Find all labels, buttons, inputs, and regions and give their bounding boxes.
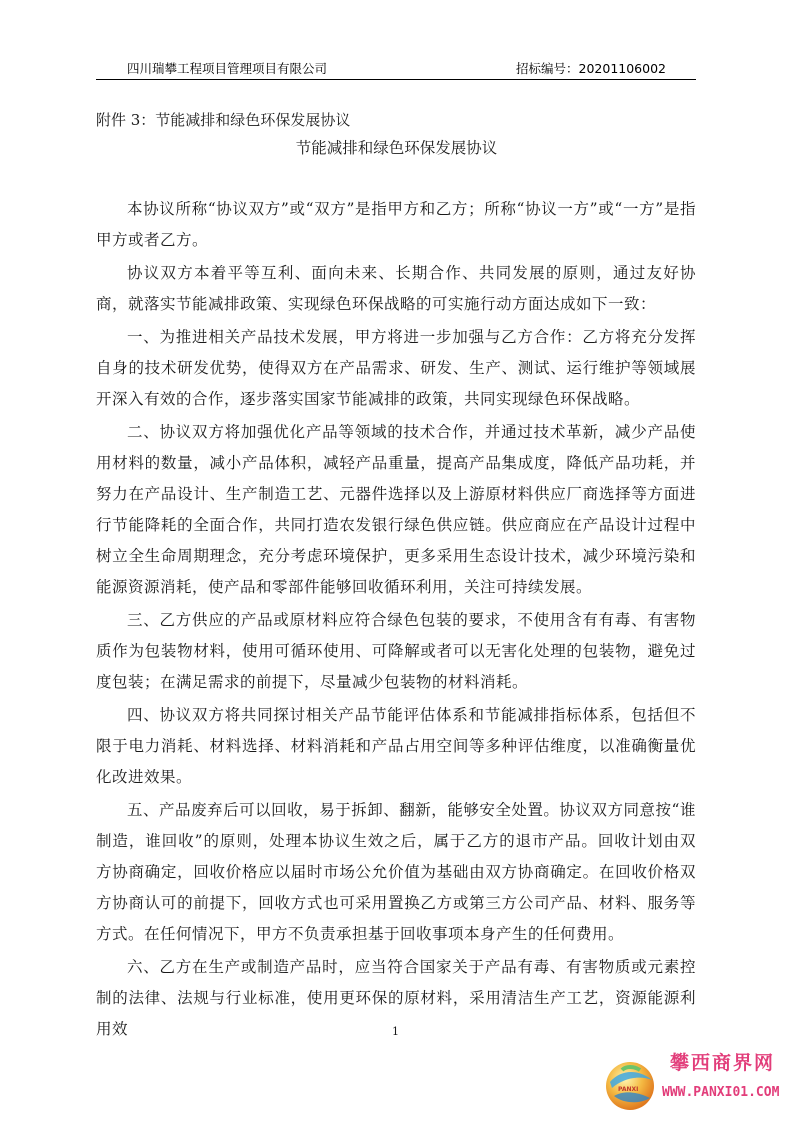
site-watermark: [600, 1040, 793, 1122]
watermark-url: WWW.PANXI01.COM: [662, 1085, 780, 1100]
page-header: [96, 57, 696, 80]
company-name: 四川瑞攀工程项目管理项目有限公司: [127, 61, 328, 76]
paragraph: 协议双方本着平等互利、面向未来、长期合作、共同发展的原则，通过友好协商，就落实节能减排政策、实现绿色环保战略的可实施行动方面达成如下一致：: [96, 264, 696, 313]
svg-text:PANXI: PANXI: [618, 1086, 639, 1093]
paragraph: 本协议所称“协议双方”或“双方”是指甲方和乙方；所称“协议一方”或“一方”是指甲方或者乙方。: [96, 200, 696, 249]
paragraph: 六、乙方在生产或制造产品时，应当符合国家关于产品有毒、有害物质或元素控制的法律、法规与行业标准，使用更环保的原材料，采用清洁生产工艺，资源能源利用效: [96, 958, 696, 1038]
bid-number: 招标编号：20201106002: [516, 61, 666, 76]
watermark-site-name: 攀西商界网: [670, 1052, 776, 1074]
paragraph: 二、协议双方将加强优化产品等领域的技术合作，并通过技术革新，减少产品使用材料的数量，减小产品体积，减轻产品重量，提高产品集成度，降低产品功耗，并努力在产品设计、生产制造工艺、元器件选择以及上游原材料供应厂商选择等方面进行节能降耗的全面合作，共同打造农发银行绿色供应链。供应商应在产品设计过程中树立全生命周期理念，充分考虑环境保护，更多采用生态设计技术，减少环境污染和能源资源消耗，使产品和零部件能够回收循环利用，关注可持续发展。: [96, 423, 696, 596]
page-number: 1: [392, 1025, 399, 1038]
document-title: 节能减排和绿色环保发展协议: [295, 139, 498, 157]
paragraph: 五、产品废弃后可以回收，易于拆卸、翻新，能够安全处置。协议双方同意按“谁制造，谁回收”的原则，处理本协议生效之后，属于乙方的退市产品。回收计划由双方协商确定，回收价格应以届时市场公允价值为基础由双方协商确定。在回收价格双方协商认可的前提下，回收方式也可采用置换乙方或第三方公司产品、材料、服务等方式。在任何情况下，甲方不负责承担基于回收事项本身产生的任何费用。: [96, 801, 696, 943]
globe-logo-icon: [600, 1040, 670, 1120]
paragraph: 一、为推进相关产品技术发展，甲方将进一步加强与乙方合作：乙方将充分发挥自身的技术研发优势，使得双方在产品需求、研发、生产、测试、运行维护等领域展开深入有效的合作，逐步落实国家节能减排的政策，共同实现绿色环保战略。: [96, 328, 696, 408]
attachment-title: 附件 3：节能减排和绿色环保发展协议: [96, 111, 351, 129]
paragraph: 四、协议双方将共同探讨相关产品节能评估体系和节能减排指标体系，包括但不限于电力消耗、材料选择、材料消耗和产品占用空间等多种评估维度，以准确衡量优化改进效果。: [96, 706, 696, 786]
paragraph: 三、乙方供应的产品或原材料应符合绿色包装的要求，不使用含有有毒、有害物质作为包装物材料，使用可循环使用、可降解或者可以无害化处理的包装物，避免过度包装；在满足需求的前提下，尽量减少包装物的材料消耗。: [96, 611, 696, 691]
document-body: [96, 194, 696, 1045]
